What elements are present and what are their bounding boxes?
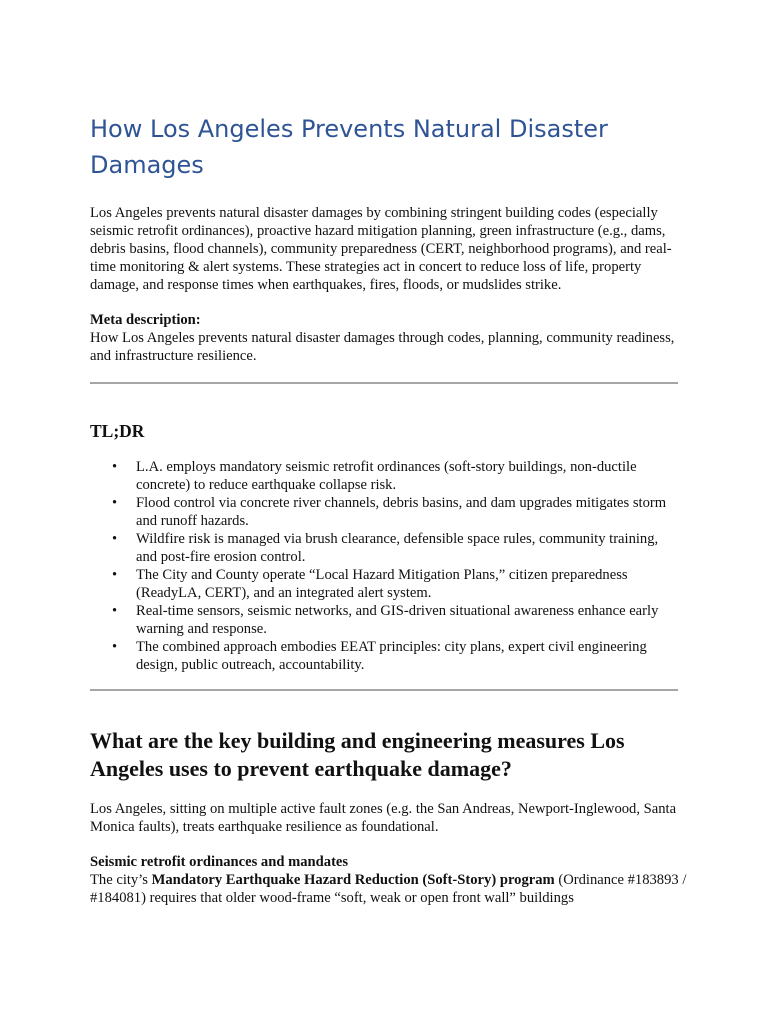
- meta-description-label: Meta description:: [90, 312, 201, 328]
- tldr-list: [90, 458, 680, 674]
- list-item-text: Flood control via concrete river channels, debris basins, and dam upgrades mitigates storm and runoff hazards.: [136, 495, 667, 529]
- tldr-heading: TL;DR: [90, 421, 145, 441]
- list-item-text: The City and County operate “Local Hazard Mitigation Plans,” citizen preparedness (ReadyLA, CERT), and an integrated alert system.: [136, 567, 628, 601]
- list-item: [90, 602, 680, 638]
- section-paragraph: Los Angeles, sitting on multiple active fault zones (e.g. the San Andreas, Newport-Inglewood, Santa Monica faults), treats earthquake resilience as foundational.: [90, 801, 677, 835]
- list-item: [90, 530, 680, 566]
- horizontal-divider: [90, 382, 678, 384]
- bullet-icon: •: [112, 639, 118, 655]
- bullet-icon: •: [112, 531, 118, 547]
- list-item: [90, 638, 680, 674]
- meta-description-text: How Los Angeles prevents natural disaster damages through codes, planning, community readiness, and infrastructure resilience.: [90, 330, 675, 364]
- list-item-text: Real-time sensors, seismic networks, and GIS-driven situational awareness enhance early warning and response.: [136, 603, 659, 637]
- retrofit-program-name: Mandatory Earthquake Hazard Reduction (Soft-Story) program: [151, 872, 555, 888]
- list-item-text: The combined approach embodies EEAT principles: city plans, expert civil engineering design, public outreach, accountability.: [136, 639, 647, 673]
- list-item: [90, 494, 680, 530]
- list-item: [90, 566, 680, 602]
- section-heading: What are the key building and engineering measures Los Angeles uses to prevent earthquake damage?: [90, 728, 625, 781]
- bullet-icon: •: [112, 567, 118, 583]
- document-title: How Los Angeles Prevents Natural Disaster Damages: [90, 115, 608, 179]
- subsection-heading: Seismic retrofit ordinances and mandates: [90, 854, 349, 870]
- bullet-icon: •: [112, 459, 118, 475]
- retrofit-text-suffix: (Ordinance #183893 / #184081) requires that older wood-frame “soft, weak or open front wall” buildings: [90, 872, 687, 906]
- bullet-icon: •: [112, 495, 118, 511]
- retrofit-paragraph: [90, 871, 690, 907]
- bullet-icon: •: [112, 603, 118, 619]
- list-item: [90, 458, 680, 494]
- horizontal-divider: [90, 689, 678, 691]
- list-item-text: Wildfire risk is managed via brush clearance, defensible space rules, community training, and post-fire erosion control.: [136, 531, 659, 565]
- retrofit-text-prefix: The city’s: [90, 872, 152, 888]
- intro-paragraph: Los Angeles prevents natural disaster damages by combining stringent building codes (especially seismic retrofit ordinances), proactive hazard mitigation planning, green infrastructure (e.g., dams, debris basins, flood channels), community preparedness (CERT, neighborhood programs), and real-time monitoring & alert systems. These strategies act in concert to reduce loss of life, property damage, and response times when earthquakes, fires, floods, or mudslides strike.: [90, 205, 672, 293]
- list-item-text: L.A. employs mandatory seismic retrofit ordinances (soft-story buildings, non-ductile concrete) to reduce earthquake collapse risk.: [136, 459, 637, 493]
